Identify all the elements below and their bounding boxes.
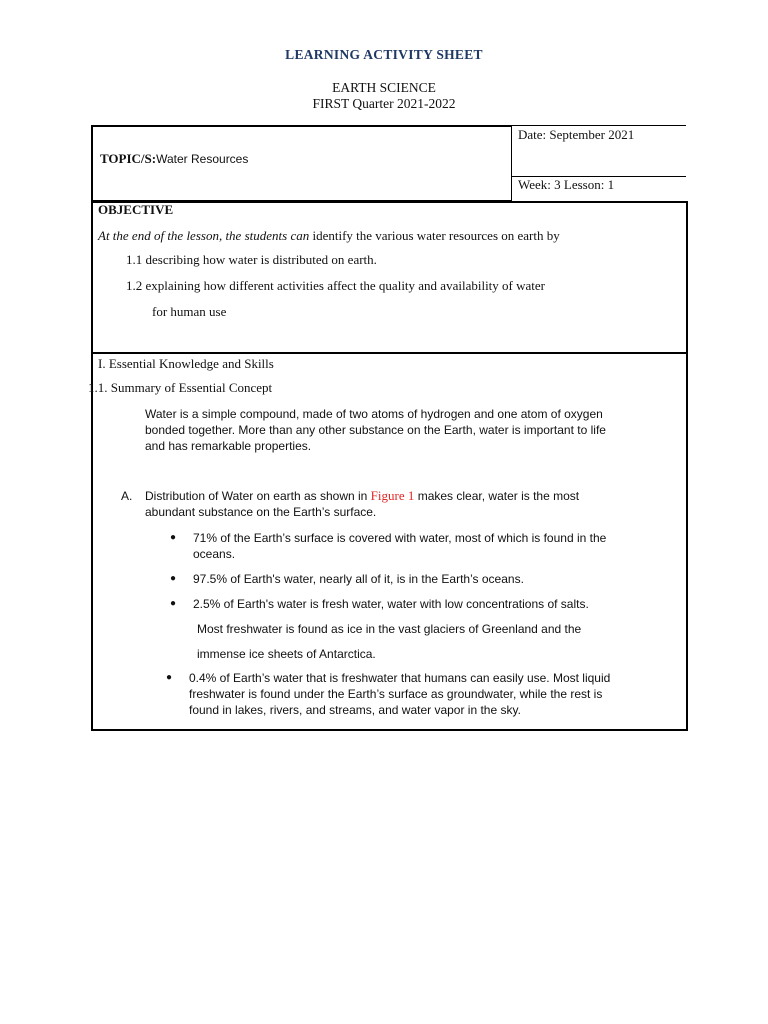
topic-line (100, 151, 248, 167)
bullet-item-2: 97.5% of Earth's water, nearly all of it, is in the Earth’s oceans. (193, 572, 524, 586)
bullet-4-line: freshwater is found under the Earth’s surface as groundwater, while the rest is (189, 687, 603, 701)
distribution-item (145, 488, 579, 520)
objective-item-2-cont: for human use (152, 304, 227, 319)
concept-paragraph (145, 406, 606, 454)
bullet-1-line: oceans. (193, 547, 236, 561)
bullet-item-3: 2.5% of Earth's water is fresh water, water with low concentrations of salts. (193, 597, 589, 611)
bullet-icon: ● (170, 532, 177, 543)
objective-intro-rest: identify the various water resources on earth by (309, 228, 560, 243)
quarter-line: FIRST Quarter 2021-2022 (312, 96, 456, 111)
subject-line: EARTH SCIENCE (332, 80, 436, 95)
concept-line: Water is a simple compound, made of two atoms of hydrogen and one atom of oxygen (145, 407, 603, 421)
list-marker-a: A. (121, 489, 133, 503)
topic-value: Water Resources (156, 152, 249, 166)
distribution-line-2: abundant substance on the Earth’s surface. (145, 505, 377, 519)
objective-item-2: 1.2 explaining how different activities affect the quality and availability of water (126, 278, 545, 293)
concept-line: bonded together. More than any other substance on the Earth, water is important to life (145, 423, 606, 437)
date-text: Date: September 2021 (518, 127, 635, 142)
bullet-icon: ● (170, 573, 177, 584)
concept-line: and has remarkable properties. (145, 439, 312, 453)
bullet-item-3-cont: immense ice sheets of Antarctica. (197, 647, 376, 661)
distribution-line-1 (145, 488, 579, 504)
bullet-4-line: found in lakes, rivers, and streams, and water vapor in the sky. (189, 703, 521, 717)
bullet-item-4 (189, 670, 610, 718)
week-text: Week: 3 Lesson: 1 (518, 177, 615, 192)
section-subheading: 1.1. Summary of Essential Concept (88, 380, 273, 395)
objective-heading: OBJECTIVE (98, 202, 174, 217)
bullet-item-1 (193, 530, 606, 562)
bullet-1-line: 71% of the Earth’s surface is covered with water, most of which is found in the (193, 531, 607, 545)
section-heading: I. Essential Knowledge and Skills (98, 356, 274, 371)
objective-intro (98, 228, 560, 244)
topic-label: TOPIC/S: (100, 151, 157, 166)
bullet-item-3-cont: Most freshwater is found as ice in the vast glaciers of Greenland and the (197, 622, 582, 636)
objective-intro-italic: At the end of the lesson, the students can (98, 228, 310, 243)
objective-item-1: 1.1 describing how water is distributed on earth. (126, 252, 377, 267)
distribution-text-2: makes clear, water is the most (414, 489, 580, 503)
bullet-icon: ● (170, 598, 177, 609)
bullet-icon: ● (166, 672, 173, 683)
figure-1-reference: Figure 1 (370, 488, 415, 503)
bullet-4-line: 0.4% of Earth’s water that is freshwater that humans can easily use. Most liquid (189, 671, 611, 685)
distribution-text-1: Distribution of Water on earth as shown in (145, 489, 371, 503)
sheet-title: LEARNING ACTIVITY SHEET (285, 47, 483, 62)
date-cell-top-border (512, 125, 686, 126)
